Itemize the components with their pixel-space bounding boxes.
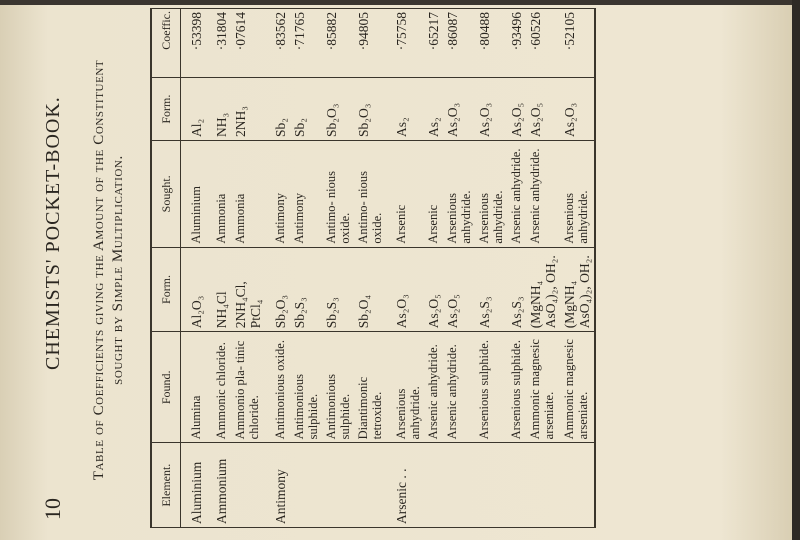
cell-coefficient: ·65217 [424, 9, 443, 78]
cell-sought: Antimo- nious oxide. [322, 140, 354, 247]
table-caption [90, 20, 128, 520]
header-found: Found. [151, 332, 181, 443]
header-sought: Sought. [151, 140, 181, 247]
cell-form: As₂O₃ [386, 247, 424, 332]
cell-coefficient: ·94805 [354, 9, 386, 78]
cell-element [290, 443, 322, 528]
cell-found: Alumina [181, 332, 207, 443]
caption-line-2: sought by Simple Multiplication. [110, 155, 126, 385]
cell-coefficient: ·86087 [443, 9, 475, 78]
cell-found: Arsenious sulphide. [507, 332, 526, 443]
table-row [507, 9, 526, 528]
cell-sought: Ammonia [231, 140, 265, 247]
running-head [40, 20, 66, 520]
cell-form-sought: As₂O₃ [443, 78, 475, 141]
cell-found: Antimonious sulphide. [290, 332, 322, 443]
cell-sought: Arsenic anhydride. [526, 140, 560, 247]
cell-form: (MgNH₄ AsO₄)₂, OH₂. [526, 247, 560, 332]
cell-coefficient: ·85882 [322, 9, 354, 78]
cell-found: Diantimonic tetroxide. [354, 332, 386, 443]
cell-form: Sb₂O₄ [354, 247, 386, 332]
cell-element [526, 443, 560, 528]
running-title: CHEMISTS' POCKET-BOOK. [42, 96, 64, 370]
cell-coefficient: ·52105 [560, 9, 595, 78]
cell-element [424, 443, 443, 528]
table-row [443, 9, 475, 528]
cell-form-sought: Sb₂ [290, 78, 322, 141]
cell-element [507, 443, 526, 528]
cell-element [354, 443, 386, 528]
table-row [475, 9, 507, 528]
cell-form-sought: Sb₂O₃ [322, 78, 354, 141]
cell-coefficient: ·93496 [507, 9, 526, 78]
cell-element: Arsenic . . [386, 443, 424, 528]
cell-sought: Arsenious anhydride. [560, 140, 595, 247]
cell-form: Al₂O₃ [181, 247, 207, 332]
cell-found: Arsenic anhydride. [443, 332, 475, 443]
cell-sought: Ammonia [206, 140, 231, 247]
caption-line-1: Table of Coefficients giving the Amount of the Constituent [91, 59, 107, 481]
cell-form-sought: 2NH₃ [231, 78, 265, 141]
cell-form: As₂S₃ [475, 247, 507, 332]
cell-found: Ammonic magnesic arseniate. [526, 332, 560, 443]
table-row [290, 9, 322, 528]
cell-element [231, 443, 265, 528]
table-row [354, 9, 386, 528]
cell-form: Sb₂S₃ [322, 247, 354, 332]
cell-form-sought: Al₂ [181, 78, 207, 141]
cell-sought: Antimo- nious oxide. [354, 140, 386, 247]
cell-sought: Arsenic [424, 140, 443, 247]
cell-found: Ammonio pla- tinic chloride. [231, 332, 265, 443]
page-number: 10 [40, 498, 65, 520]
cell-form: Sb₂O₃ [265, 247, 290, 332]
header-form: Form. [151, 247, 181, 332]
cell-element: Antimony [265, 443, 290, 528]
cell-found: Arsenic anhydride. [424, 332, 443, 443]
cell-element [475, 443, 507, 528]
cell-element [322, 443, 354, 528]
table-row [526, 9, 560, 528]
cell-found: Arsenious sulphide. [475, 332, 507, 443]
cell-form-sought: Sb₂O₃ [354, 78, 386, 141]
table-row [265, 9, 290, 528]
cell-coefficient: ·60526 [526, 9, 560, 78]
cell-sought: Antimony [290, 140, 322, 247]
cell-element: Ammonium [206, 443, 231, 528]
cell-coefficient: ·83562 [265, 9, 290, 78]
cell-form-sought: As₂O₃ [475, 78, 507, 141]
header-row [151, 9, 181, 528]
cell-form: As₂S₃ [507, 247, 526, 332]
cell-found: Arsenious anhydride. [386, 332, 424, 443]
cell-found: Ammonic chloride. [206, 332, 231, 443]
cell-element [443, 443, 475, 528]
cell-sought: Arsenic [386, 140, 424, 247]
cell-form: As₂O₅ [443, 247, 475, 332]
table-row [322, 9, 354, 528]
cell-form: NH₄Cl [206, 247, 231, 332]
cell-form: As₂O₅ [424, 247, 443, 332]
cell-form: Sb₂S₃ [290, 247, 322, 332]
cell-found: Antimonious sulphide. [322, 332, 354, 443]
table-row [181, 9, 207, 528]
header-coefficient: Coeffic. [151, 9, 181, 78]
table-row [206, 9, 231, 528]
cell-form-sought: NH₃ [206, 78, 231, 141]
cell-coefficient: ·53398 [181, 9, 207, 78]
table-body [181, 9, 596, 528]
table-row [560, 9, 595, 528]
header-element: Element. [151, 443, 181, 528]
cell-sought: Arsenious anhydride. [443, 140, 475, 247]
cell-coefficient: ·75758 [386, 9, 424, 78]
cell-sought: Arsenious anhydride. [475, 140, 507, 247]
cell-form: 2NH₄Cl, PtCl₄ [231, 247, 265, 332]
cell-form-sought: As₂ [386, 78, 424, 141]
cell-form-sought: As₂O₃ [560, 78, 595, 141]
header-form-sought: Form. [151, 78, 181, 141]
cell-form-sought: As₂ [424, 78, 443, 141]
cell-form-sought: Sb₂ [265, 78, 290, 141]
cell-form: (MgNH₄ AsO₄)₂, OH₂. [560, 247, 595, 332]
cell-coefficient: ·07614 [231, 9, 265, 78]
cell-coefficient: ·31804 [206, 9, 231, 78]
cell-form-sought: As₂O₅ [526, 78, 560, 141]
cell-found: Ammonic magnesic arseniate. [560, 332, 595, 443]
cell-element: Aluminium [181, 443, 207, 528]
table-row [424, 9, 443, 528]
coefficient-table [150, 8, 596, 528]
cell-sought: Aluminium [181, 140, 207, 247]
cell-coefficient: ·80488 [475, 9, 507, 78]
cell-element [560, 443, 595, 528]
cell-found: Antimonious oxide. [265, 332, 290, 443]
table-row [231, 9, 265, 528]
cell-sought: Antimony [265, 140, 290, 247]
cell-coefficient: ·71765 [290, 9, 322, 78]
cell-form-sought: As₂O₅ [507, 78, 526, 141]
table-row [386, 9, 424, 528]
cell-sought: Arsenic anhydride. [507, 140, 526, 247]
